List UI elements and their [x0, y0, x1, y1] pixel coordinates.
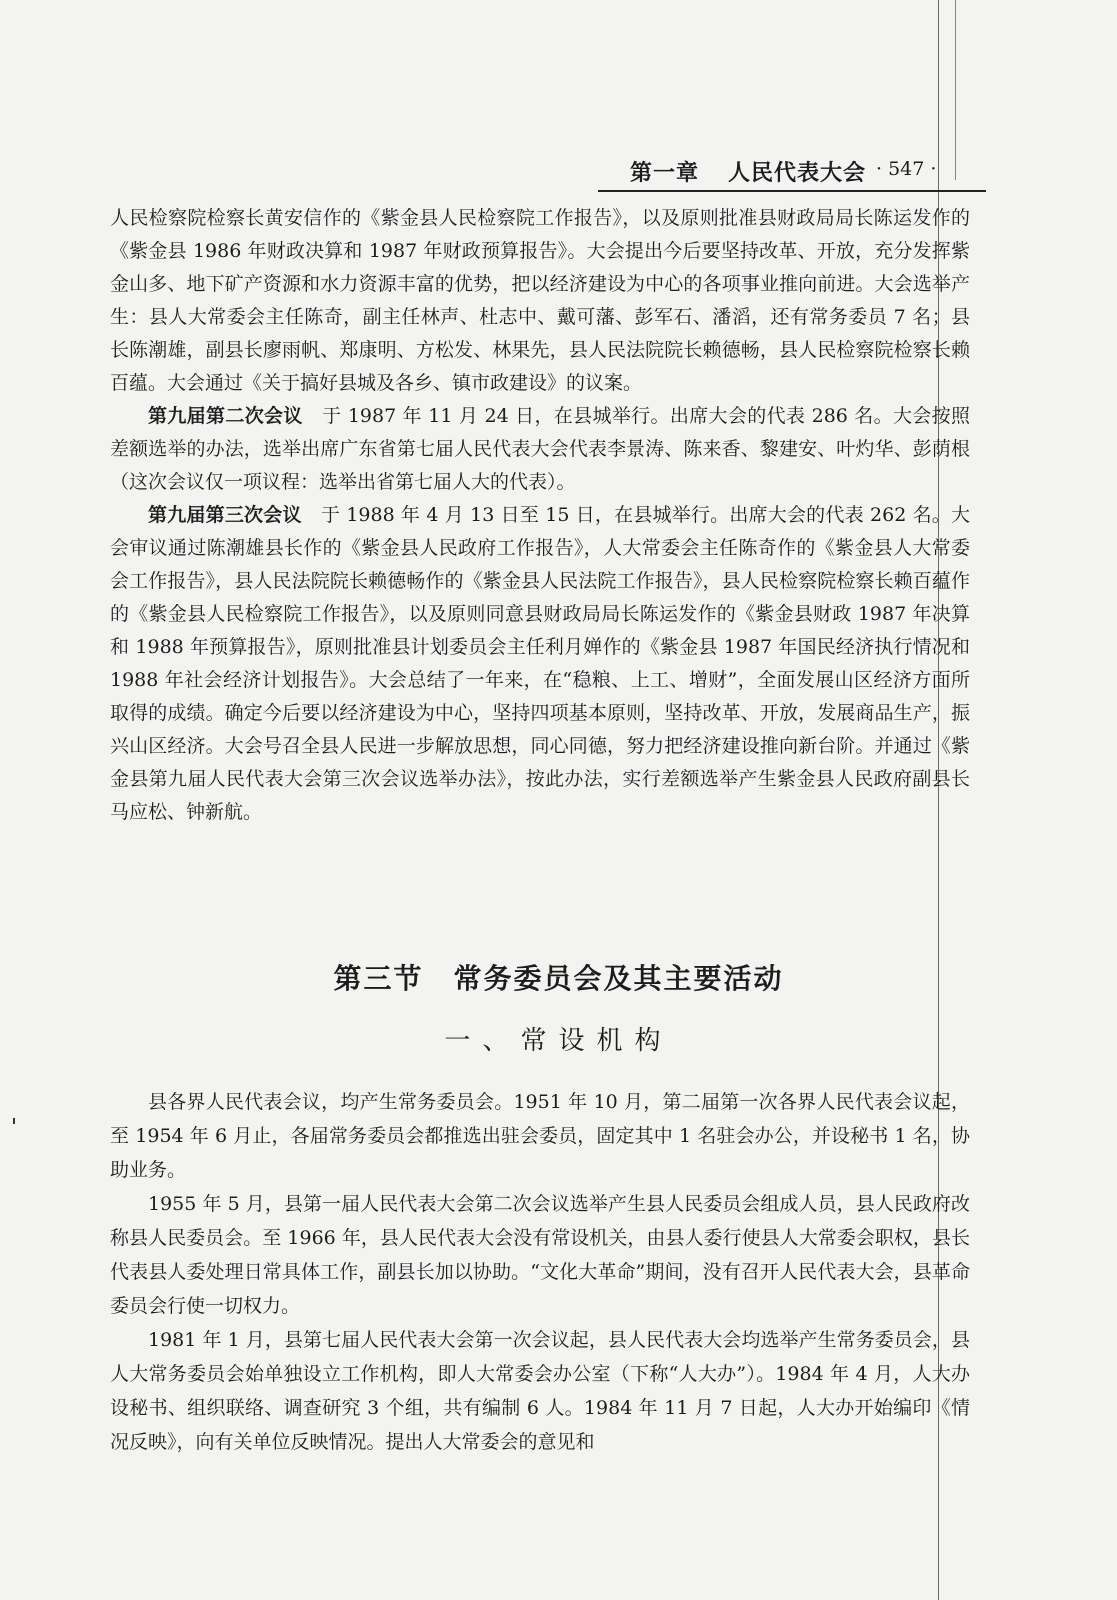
- paragraph-text: 于 1987 年 11 月 24 日，在县城举行。出席大会的代表 286 名。大会按照差额选举的办法，选举出席广东省第七届人民代表大会代表李景涛、陈来香、黎建安、叶灼华、彭荫根（这次会议仅一项议程：选举出省第七届人大的代表）。: [110, 405, 970, 493]
- paragraph: [110, 202, 970, 400]
- header-rule: [598, 190, 986, 192]
- paragraph: [110, 499, 970, 829]
- paragraph: 1955 年 5 月，县第一届人民代表大会第二次会议选举产生县人民委员会组成人员，县人民政府改称县人民委员会。至 1966 年，县人民代表大会没有常设机关，由县人委行使县人大常委会职权，县长代表县人委处理日常具体工作，副县长加以协助。“文化大革命”期间，没有召开人民代表大会，县革命委员会行使一切权力。: [110, 1193, 970, 1317]
- running-header: [600, 150, 980, 190]
- subsection-title: 一、常设机构: [444, 1026, 673, 1056]
- body-text-top: [110, 202, 970, 829]
- header-title: 人民代表大会: [728, 161, 867, 186]
- paragraph-text: 人民检察院检察长黄安信作的《紫金县人民检察院工作报告》，以及原则批准县财政局局长陈运发作的《紫金县 1986 年财政决算和 1987 年财政预算报告》。大会提出今后要坚持改革、开放，充分发挥紫金山多、地下矿产资源和水力资源丰富的优势，把以经济建设为中心的各项事业推向前进。大会选举产生：县人大常委会主任陈奇，副主任林声、杜志中、戴可藩、彭军石、潘滔，还有常务委员 7 名；县长陈潮雄，副县长廖雨帆、郑康明、方松发、林果先，县人民法院院长赖德畅，县人民检察院检察长赖百蕴。大会通过《关于搞好县城及各乡、镇市政建设》的议案。: [110, 207, 970, 394]
- paragraph: [110, 400, 970, 499]
- paragraph: 县各界人民代表会议，均产生常务委员会。1951 年 10 月，第二届第一次各界人民代表会议起，至 1954 年 6 月止，各届常务委员会都推选出驻会委员，固定其中 1 名驻会办公，并设秘书 1 名，协助业务。: [110, 1091, 970, 1181]
- section-title: 第三节 常务委员会及其主要活动: [333, 962, 784, 995]
- body-text-bottom: [110, 1085, 970, 1459]
- header-chapter: 第一章: [630, 161, 700, 186]
- scan-speck: [13, 1118, 15, 1124]
- paragraph-lead: 第九届第二次会议: [148, 405, 303, 427]
- page-number: · 547 ·: [876, 158, 937, 180]
- paragraph: 1981 年 1 月，县第七届人民代表大会第一次会议起，县人民代表大会均选举产生常务委员会，县人大常务委员会始单独设立工作机构，即人大常委会办公室（下称“人大办”）。1984 年 4 月，人大办设秘书、组织联络、调查研究 3 个组，共有编制 6 人。1984 年 11 月 7 日起，人大办开始编印《情况反映》，向有关单位反映情况。提出人大常委会的意见和: [110, 1329, 970, 1453]
- paragraph-lead: 第九届第三次会议: [148, 504, 302, 526]
- paragraph-text: 于 1988 年 4 月 13 日至 15 日，在县城举行。出席大会的代表 262 名。大会审议通过陈潮雄县长作的《紫金县人民政府工作报告》，人大常委会主任陈奇作的《紫金县人大常委会工作报告》，县人民法院院长赖德畅作的《紫金县人民法院工作报告》，县人民检察院检察长赖百蕴作的《紫金县人民检察院工作报告》，以及原则同意县财政局局长陈运发作的《紫金县财政 1987 年决算和 1988 年预算报告》，原则批准县计划委员会主任利月婵作的《紫金县 1987 年国民经济执行情况和 1988 年社会经济计划报告》。大会总结了一年来，在“稳粮、上工、增财”，全面发展山区经济方面所取得的成绩。确定今后要以经济建设为中心，坚持四项基本原则，坚持改革、开放，发展商品生产，振兴山区经济。大会号召全县人民进一步解放思想，同心同德，努力把经济建设推向新台阶。并通过《紫金县第九届人民代表大会第三次会议选举办法》，按此办法，实行差额选举产生紫金县人民政府副县长马应松、钟新航。: [110, 504, 970, 823]
